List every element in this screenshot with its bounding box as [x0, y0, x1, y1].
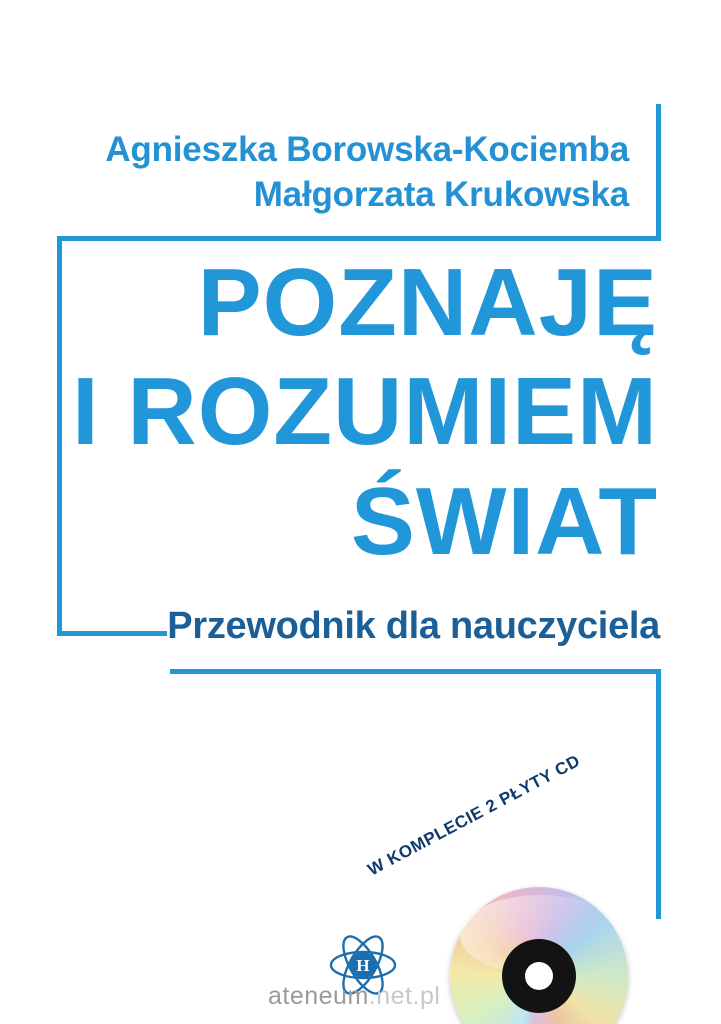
- watermark-part2: .net.pl: [368, 982, 441, 1010]
- title-line: I ROZUMIEM: [72, 358, 658, 466]
- title-line: POZNAJĘ: [197, 249, 658, 356]
- frame-line-subtitle: [170, 669, 661, 674]
- title-line: ŚWIAT: [350, 467, 658, 575]
- watermark-part1: ateneum: [268, 982, 369, 1010]
- cd-inner-ring: [502, 939, 576, 1013]
- watermark: [268, 982, 440, 1011]
- author-name: Małgorzata Krukowska: [253, 174, 629, 214]
- subtitle: Przewodnik dla nauczyciela: [167, 605, 660, 647]
- authors-block: [0, 128, 661, 218]
- frame-line-top: [57, 236, 661, 241]
- svg-text:H: H: [356, 956, 370, 975]
- author-name: Agnieszka Borowska-Kociemba: [105, 130, 629, 169]
- cd-hole: [525, 962, 553, 990]
- page-title: [0, 248, 700, 576]
- cd-badge-label: W KOMPLECIE 2 PŁYTY CD: [364, 750, 584, 880]
